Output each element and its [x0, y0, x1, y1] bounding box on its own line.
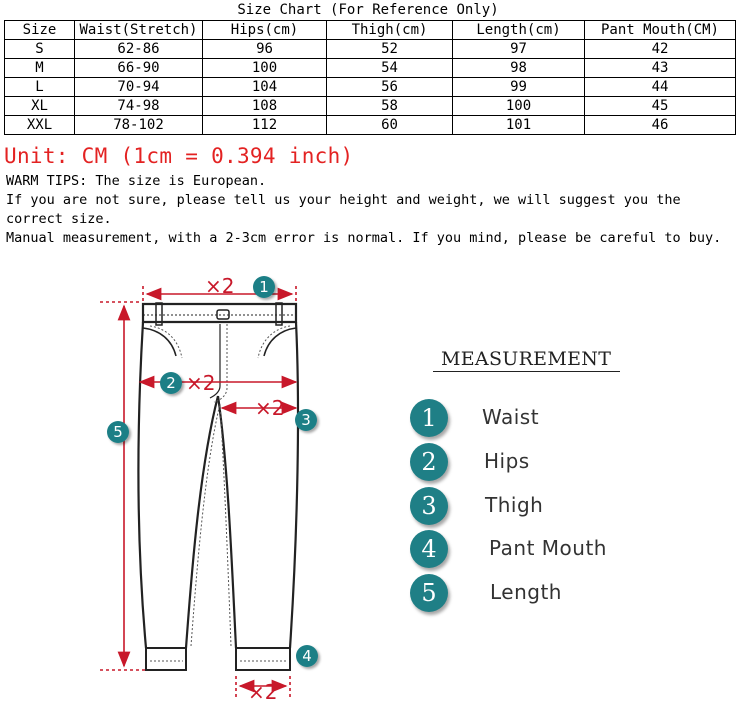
legend-number-badge: 3	[410, 487, 448, 525]
column-header: Pant Mouth(CM)	[585, 21, 736, 40]
diagram-marker-1	[253, 276, 275, 298]
table-cell: 42	[585, 40, 736, 59]
thigh-multiplier-label: ×2	[255, 396, 285, 420]
table-cell: XXL	[5, 116, 75, 135]
measurement-title-underline	[433, 371, 620, 372]
legend-number-badge: 2	[410, 443, 448, 481]
marker-number: 3	[301, 411, 311, 429]
diagram-marker-4	[296, 645, 318, 667]
legend-number-badge: 4	[410, 530, 448, 568]
pants-measurement-diagram	[0, 266, 736, 710]
table-row	[5, 59, 736, 78]
table-cell: 70-94	[75, 78, 203, 97]
legend-label: Length	[490, 580, 562, 604]
unit-conversion-text: Unit: CM (1cm = 0.394 inch)	[4, 144, 354, 168]
table-row	[5, 40, 736, 59]
table-cell: 108	[203, 97, 327, 116]
table-cell: 58	[327, 97, 453, 116]
table-cell: 52	[327, 40, 453, 59]
table-cell: 45	[585, 97, 736, 116]
table-cell: 44	[585, 78, 736, 97]
table-cell: XL	[5, 97, 75, 116]
marker-number: 5	[113, 423, 123, 441]
column-header: Size	[5, 21, 75, 40]
column-header: Length(cm)	[453, 21, 585, 40]
legend-label: Pant Mouth	[489, 536, 607, 560]
marker-number: 1	[259, 278, 269, 296]
waist-multiplier-label: ×2	[205, 274, 235, 298]
table-cell: 62-86	[75, 40, 203, 59]
legend-number-badge: 1	[410, 399, 448, 437]
table-row	[5, 116, 736, 135]
table-cell: S	[5, 40, 75, 59]
table-cell: 96	[203, 40, 327, 59]
table-cell: 100	[203, 59, 327, 78]
table-cell: 99	[453, 78, 585, 97]
table-cell: M	[5, 59, 75, 78]
diagram-marker-2	[160, 372, 182, 394]
table-cell: 46	[585, 116, 736, 135]
table-cell: 56	[327, 78, 453, 97]
table-cell: 100	[453, 97, 585, 116]
table-cell: 43	[585, 59, 736, 78]
table-cell: 97	[453, 40, 585, 59]
size-table	[4, 20, 736, 135]
table-cell: 74-98	[75, 97, 203, 116]
legend-label: Waist	[482, 405, 540, 429]
table-cell: 98	[453, 59, 585, 78]
table-cell: 66-90	[75, 59, 203, 78]
column-header: Hips(cm)	[203, 21, 327, 40]
table-cell: 104	[203, 78, 327, 97]
measurement-legend-title: MEASUREMENT	[441, 348, 612, 370]
table-row	[5, 78, 736, 97]
legend-number-badge: 5	[410, 574, 448, 612]
measurement-error-text: Manual measurement, with a 2-3cm error is normal. If you mind, please be careful to buy.	[6, 230, 722, 246]
pants-outline	[139, 303, 299, 670]
size-suggestion-text: If you are not sure, please tell us your height and weight, we will suggest you the correct size.	[6, 192, 681, 227]
column-header: Waist(Stretch)	[75, 21, 203, 40]
table-cell: L	[5, 78, 75, 97]
table-cell: 54	[327, 59, 453, 78]
marker-number: 4	[302, 647, 312, 665]
marker-number: 2	[166, 374, 176, 392]
size-chart-title: Size Chart (For Reference Only)	[237, 2, 499, 18]
warm-tips-text: WARM TIPS: The size is European.	[6, 173, 267, 189]
legend-label: Hips	[484, 449, 530, 473]
pant-mouth-multiplier-label: ×2	[248, 680, 278, 704]
hips-multiplier-label: ×2	[186, 371, 216, 395]
table-cell: 60	[327, 116, 453, 135]
table-header-row	[5, 21, 736, 40]
table-cell: 78-102	[75, 116, 203, 135]
diagram-marker-5	[107, 421, 129, 443]
legend-label: Thigh	[485, 493, 544, 517]
table-cell: 101	[453, 116, 585, 135]
diagram-marker-3	[295, 409, 317, 431]
table-cell: 112	[203, 116, 327, 135]
column-header: Thigh(cm)	[327, 21, 453, 40]
table-row	[5, 97, 736, 116]
